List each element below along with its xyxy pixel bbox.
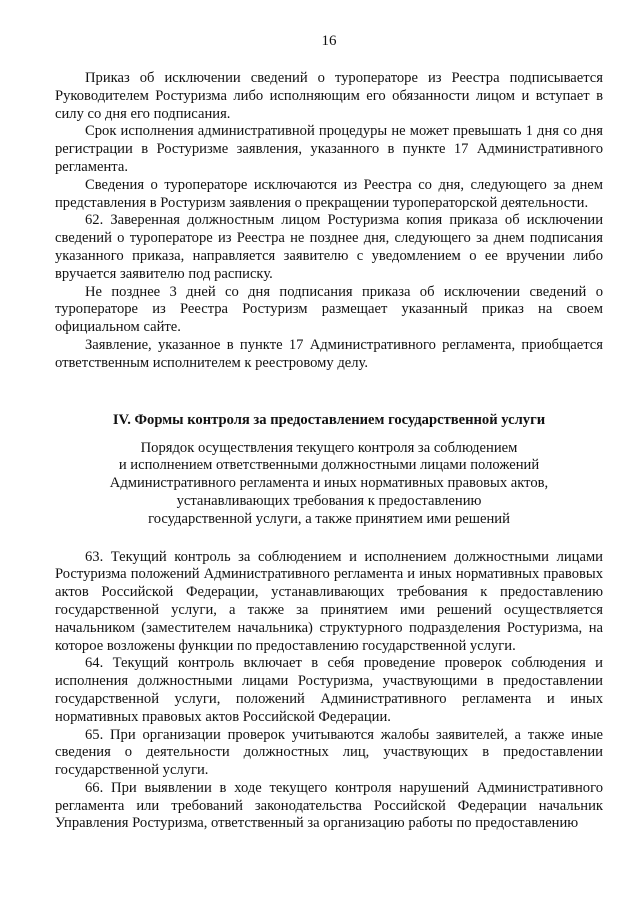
paragraph: Приказ об исключении сведений о туроператоре из Реестра подписывается Руководителем Ростуризма либо исполняющим его обязанности лицом и вступает в силу со дня его подписания. <box>55 70 603 122</box>
paragraph: Срок исполнения административной процедуры не может превышать 1 дня со дня регистрации в Ростуризме заявления, указанного в пункте 17 Административного регламента. <box>55 123 603 175</box>
bottom-paragraphs <box>55 549 603 834</box>
subheading-line: устанавливающих требования к предоставлению <box>176 492 482 509</box>
paragraph: 63. Текущий контроль за соблюдением и исполнением должностными лицами Ростуризма положений Административного регламента и иных нормативных правовых актов Российской Федерации, устанавливающих требования к предоставлению государственной услуги, а также за принятием ими решений осуществляется начальником (заместителем начальника) структурного подразделения Ростуризма, на которое возложены функции по предоставлению государственной услуги. <box>55 548 603 654</box>
subsection-heading <box>55 440 603 529</box>
paragraph: 62. Заверенная должностным лицом Ростуризма копия приказа об исключении сведений о туроператоре из Реестра не позднее дня, следующего за днем подписания указанного приказа, направляется заявителю с уведомлением о ее вручении либо вручается заявителю под расписку. <box>55 212 603 282</box>
top-paragraphs <box>55 70 603 373</box>
paragraph: Заявление, указанное в пункте 17 Административного регламента, приобщается ответственным исполнителем к реестровому делу. <box>55 336 603 371</box>
subheading-line: Порядок осуществления текущего контроля за соблюдением <box>140 439 518 456</box>
page-number: 16 <box>321 33 337 49</box>
paragraph: Не позднее 3 дней со дня подписания приказа об исключении сведений о туроператоре из Реестра Ростуризм размещает указанный приказ на своем официальном сайте. <box>55 283 603 336</box>
paragraph: 66. При выявлении в ходе текущего контроля нарушений Административного регламента или требований законодательства Российской Федерации начальник Управления Ростуризма, ответственный за организацию работы по предоставлению <box>55 779 603 832</box>
subheading-line: государственной услуги, а также принятием ими решений <box>148 510 510 527</box>
paragraph: 65. При организации проверок учитываются жалобы заявителей, а также иные сведения о деятельности должностных лиц, участвующих в предоставлении государственной услуги. <box>55 726 603 779</box>
paragraph: 64. Текущий контроль включает в себя проведение проверок соблюдения и исполнения должностными лицами Ростуризма, участвующими в предоставлении государственной услуги, положений Административного регламента и иных нормативных правовых актов Российской Федерации. <box>55 655 603 725</box>
subheading-line: и исполнением ответственными должностными лицами положений <box>118 457 540 474</box>
subheading-line: Административного регламента и иных нормативных правовых актов, <box>109 475 549 492</box>
section-heading: IV. Формы контроля за предоставлением государственной услуги <box>112 411 546 428</box>
paragraph: Сведения о туроператоре исключаются из Реестра со дня, следующего за днем представления в Ростуризм заявления о прекращении туроператорской деятельности. <box>55 176 603 211</box>
